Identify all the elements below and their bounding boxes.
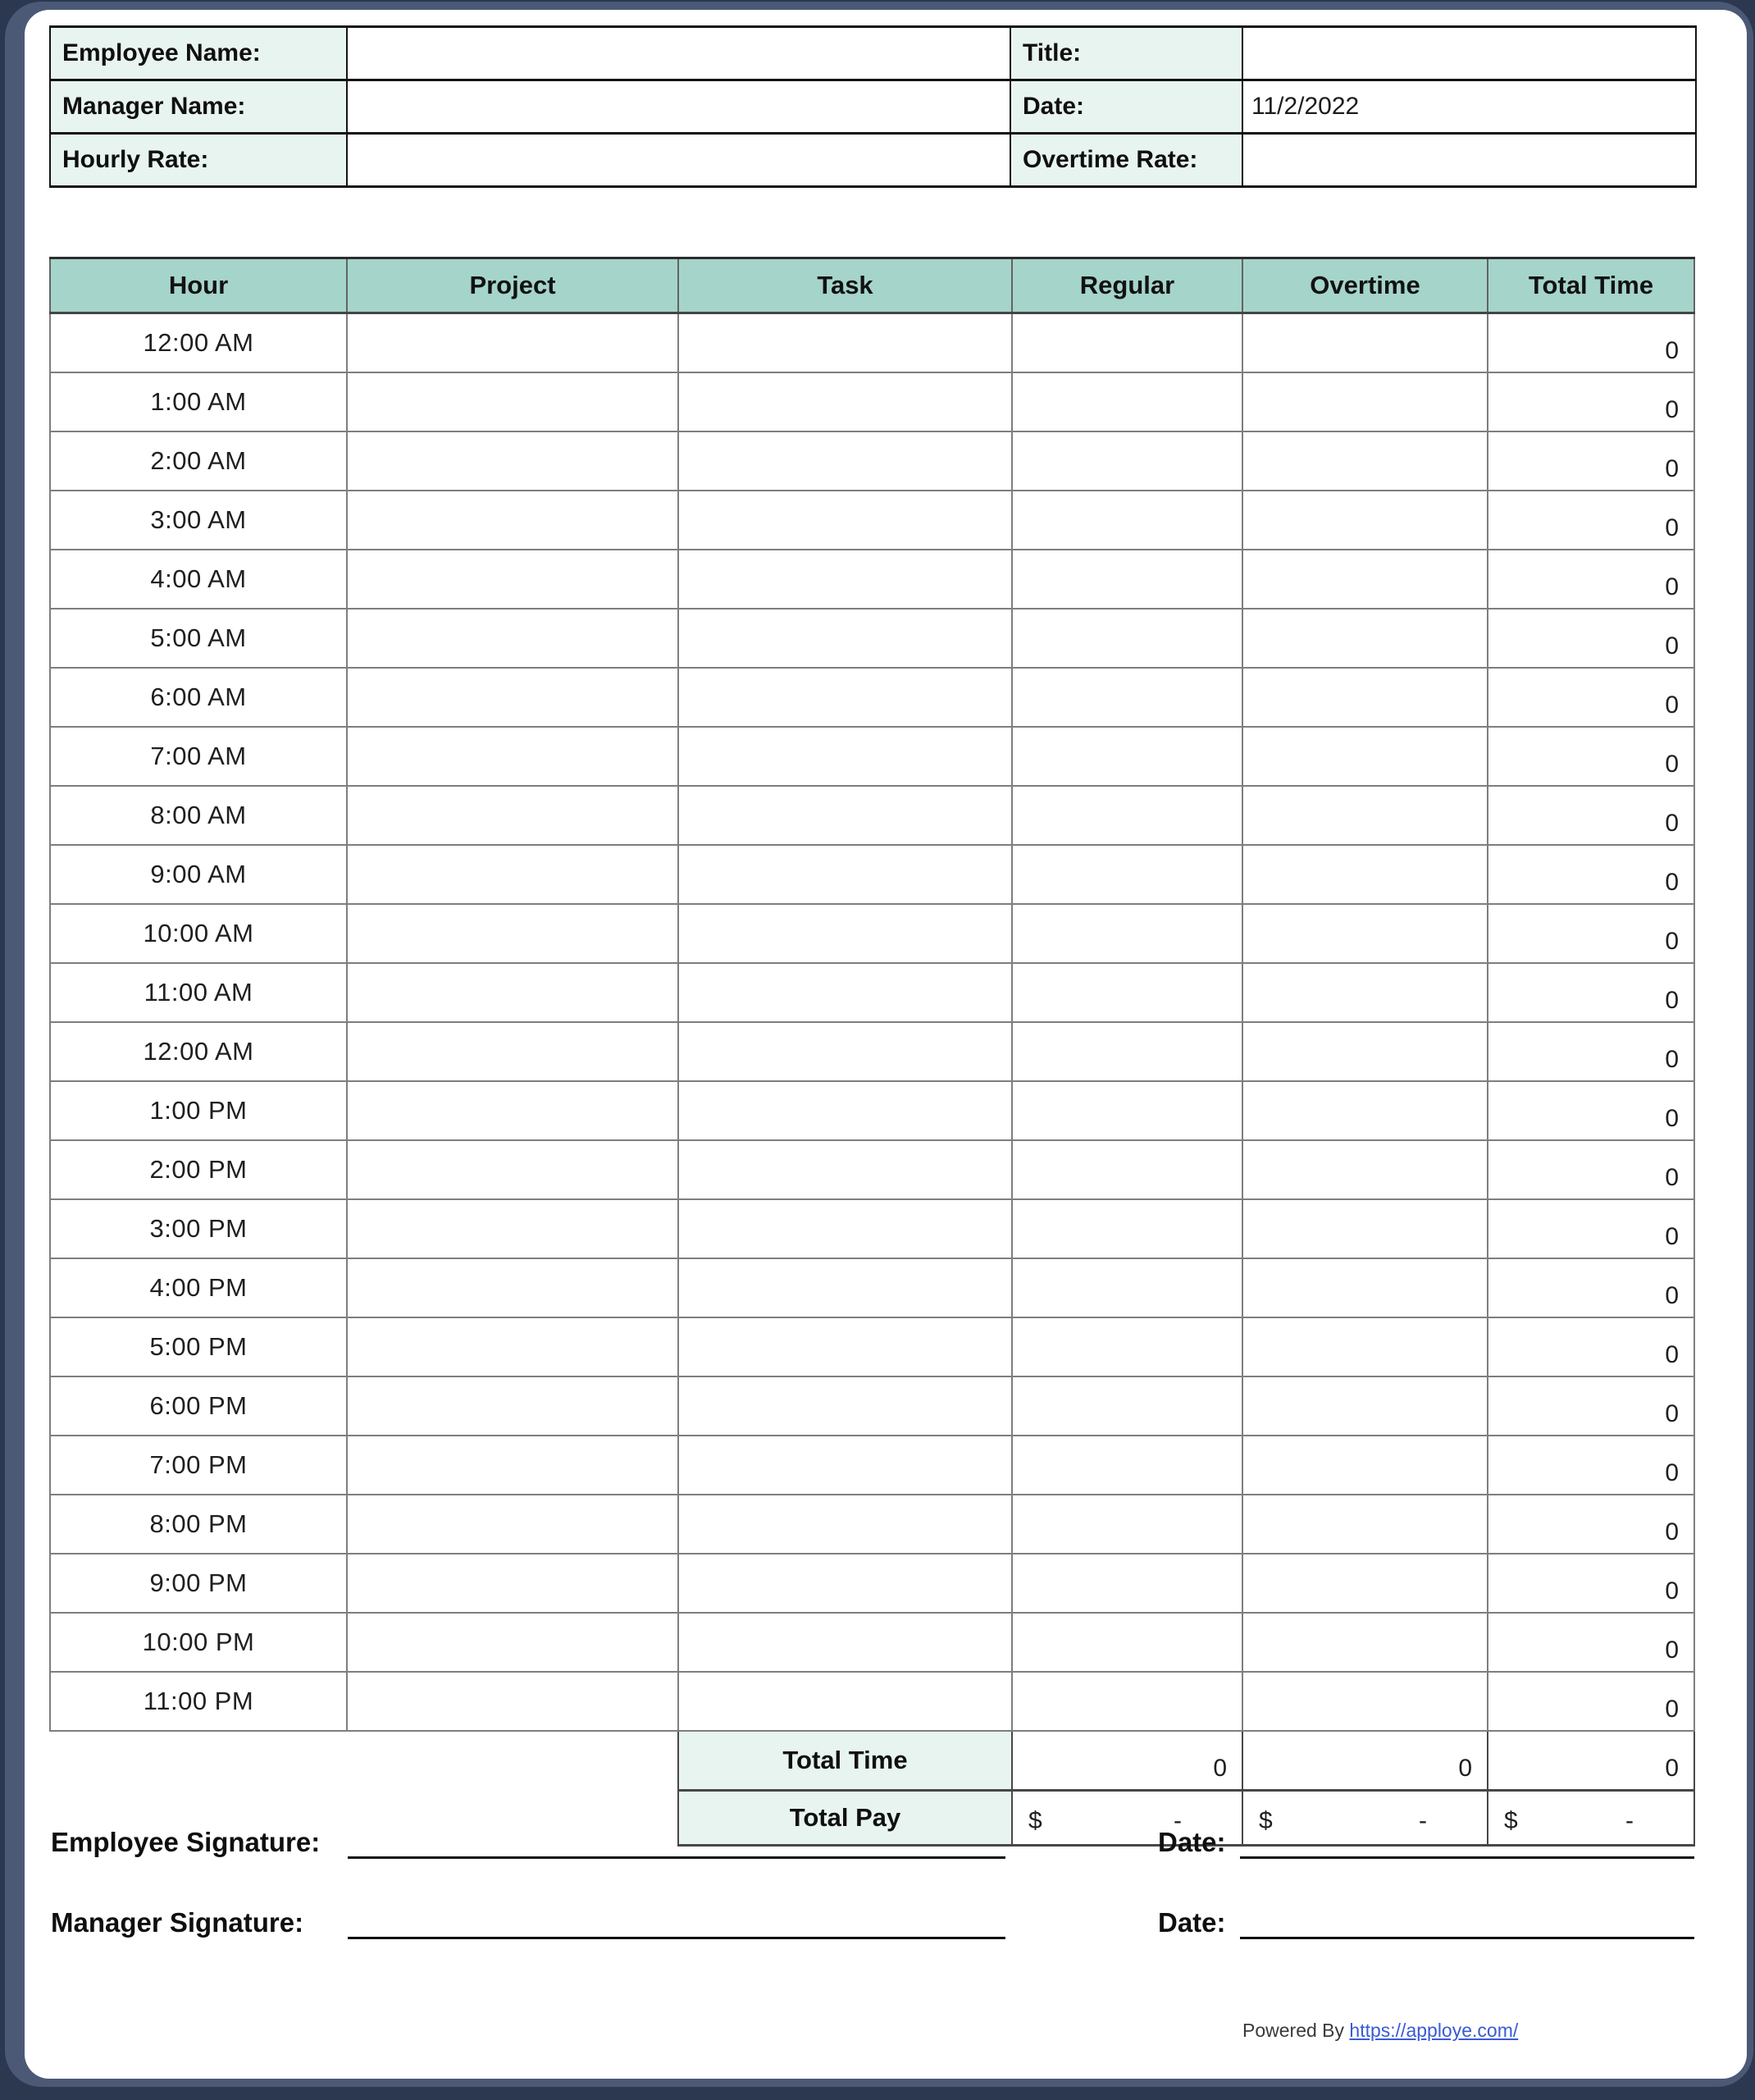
total-time-cell: 0 bbox=[1488, 727, 1694, 786]
employee-signature-label: Employee Signature: bbox=[51, 1827, 321, 1857]
total-time-row bbox=[50, 1731, 1694, 1791]
task-cell[interactable] bbox=[678, 845, 1012, 904]
regular-cell[interactable] bbox=[1012, 1081, 1242, 1140]
overtime-cell[interactable] bbox=[1242, 313, 1488, 373]
table-row bbox=[50, 550, 1694, 609]
total-time-cell: 0 bbox=[1488, 1199, 1694, 1258]
total-time-cell: 0 bbox=[1488, 845, 1694, 904]
task-cell[interactable] bbox=[678, 727, 1012, 786]
employee-date-label: Date: bbox=[1158, 1827, 1226, 1857]
date-field[interactable]: 11/2/2022 bbox=[1242, 80, 1696, 134]
project-cell[interactable] bbox=[347, 609, 678, 668]
overtime-cell[interactable] bbox=[1242, 1317, 1488, 1376]
regular-cell[interactable] bbox=[1012, 491, 1242, 550]
hour-cell: 2:00 PM bbox=[50, 1140, 347, 1199]
task-cell[interactable] bbox=[678, 491, 1012, 550]
task-cell[interactable] bbox=[678, 1258, 1012, 1317]
hour-column-header: Hour bbox=[50, 258, 347, 313]
overtime-cell[interactable] bbox=[1242, 1022, 1488, 1081]
total-pay-total bbox=[1488, 1791, 1694, 1846]
total-time-cell: 0 bbox=[1488, 963, 1694, 1022]
regular-cell[interactable] bbox=[1012, 1436, 1242, 1495]
table-row bbox=[50, 1199, 1694, 1258]
apploye-link[interactable]: https://apploye.com/ bbox=[1349, 2020, 1519, 2041]
hour-cell: 3:00 PM bbox=[50, 1199, 347, 1258]
manager-date-line[interactable] bbox=[1240, 1937, 1694, 1939]
total-time-cell: 0 bbox=[1488, 1436, 1694, 1495]
task-cell[interactable] bbox=[678, 1554, 1012, 1613]
date-label: Date: bbox=[1010, 80, 1242, 134]
regular-cell[interactable] bbox=[1012, 1495, 1242, 1554]
total-time-cell: 0 bbox=[1488, 1022, 1694, 1081]
hour-cell: 12:00 AM bbox=[50, 1022, 347, 1081]
table-row bbox=[50, 786, 1694, 845]
timesheet-table bbox=[49, 257, 1695, 1847]
hour-cell: 7:00 AM bbox=[50, 727, 347, 786]
hour-cell: 10:00 AM bbox=[50, 904, 347, 963]
regular-cell[interactable] bbox=[1012, 1554, 1242, 1613]
employee-date-line[interactable] bbox=[1240, 1856, 1694, 1859]
project-cell[interactable] bbox=[347, 1258, 678, 1317]
task-cell[interactable] bbox=[678, 1199, 1012, 1258]
table-row bbox=[50, 1376, 1694, 1436]
info-row bbox=[50, 134, 1696, 187]
regular-cell[interactable] bbox=[1012, 727, 1242, 786]
regular-cell[interactable] bbox=[1012, 1317, 1242, 1376]
total-time-cell: 0 bbox=[1488, 491, 1694, 550]
total-time-cell: 0 bbox=[1488, 1081, 1694, 1140]
overtime-column-header: Overtime bbox=[1242, 258, 1488, 313]
regular-cell[interactable] bbox=[1012, 1613, 1242, 1672]
hour-cell: 5:00 PM bbox=[50, 1317, 347, 1376]
task-cell[interactable] bbox=[678, 1376, 1012, 1436]
regular-cell[interactable] bbox=[1012, 963, 1242, 1022]
total-time-cell: 0 bbox=[1488, 550, 1694, 609]
info-panel bbox=[49, 25, 1697, 188]
overtime-cell[interactable] bbox=[1242, 1495, 1488, 1554]
total-spacer bbox=[50, 1731, 678, 1791]
task-cell[interactable] bbox=[678, 786, 1012, 845]
project-cell[interactable] bbox=[347, 1436, 678, 1495]
currency-symbol: $ bbox=[1028, 1807, 1042, 1834]
hour-cell: 9:00 PM bbox=[50, 1554, 347, 1613]
total-time-cell: 0 bbox=[1488, 372, 1694, 431]
hour-cell: 2:00 AM bbox=[50, 431, 347, 491]
regular-cell[interactable] bbox=[1012, 1672, 1242, 1731]
table-row bbox=[50, 1140, 1694, 1199]
task-cell[interactable] bbox=[678, 1672, 1012, 1731]
hour-cell: 11:00 AM bbox=[50, 963, 347, 1022]
table-row bbox=[50, 1258, 1694, 1317]
table-row bbox=[50, 1495, 1694, 1554]
title-label: Title: bbox=[1010, 27, 1242, 80]
regular-cell[interactable] bbox=[1012, 904, 1242, 963]
task-cell[interactable] bbox=[678, 1140, 1012, 1199]
employee-name-field[interactable] bbox=[347, 27, 1010, 80]
project-cell[interactable] bbox=[347, 1317, 678, 1376]
total-time-cell: 0 bbox=[1488, 1376, 1694, 1436]
hour-cell: 5:00 AM bbox=[50, 609, 347, 668]
regular-cell[interactable] bbox=[1012, 1376, 1242, 1436]
total-pay-label: Total Pay bbox=[678, 1791, 1012, 1846]
regular-cell[interactable] bbox=[1012, 313, 1242, 373]
hour-cell: 1:00 AM bbox=[50, 372, 347, 431]
table-row bbox=[50, 1081, 1694, 1140]
overtime-rate-field[interactable] bbox=[1242, 134, 1696, 187]
regular-cell[interactable] bbox=[1012, 550, 1242, 609]
powered-by-text: Powered By bbox=[1242, 2020, 1345, 2041]
hourly-rate-label: Hourly Rate: bbox=[50, 134, 347, 187]
table-row bbox=[50, 313, 1694, 373]
overtime-cell[interactable] bbox=[1242, 845, 1488, 904]
total-pay-overtime bbox=[1242, 1791, 1488, 1846]
table-row bbox=[50, 963, 1694, 1022]
total-time-cell: 0 bbox=[1488, 1554, 1694, 1613]
overtime-cell[interactable] bbox=[1242, 491, 1488, 550]
table-row bbox=[50, 609, 1694, 668]
total-time-cell: 0 bbox=[1488, 1672, 1694, 1731]
project-cell[interactable] bbox=[347, 845, 678, 904]
project-cell[interactable] bbox=[347, 963, 678, 1022]
employee-signature-line[interactable] bbox=[348, 1856, 1005, 1859]
task-cell[interactable] bbox=[678, 1436, 1012, 1495]
task-cell[interactable] bbox=[678, 1613, 1012, 1672]
overtime-cell[interactable] bbox=[1242, 609, 1488, 668]
manager-date-label: Date: bbox=[1158, 1907, 1226, 1938]
hour-cell: 9:00 AM bbox=[50, 845, 347, 904]
total-time-cell: 0 bbox=[1488, 609, 1694, 668]
info-row bbox=[50, 27, 1696, 80]
total-time-cell: 0 bbox=[1488, 313, 1694, 373]
overtime-cell[interactable] bbox=[1242, 1613, 1488, 1672]
table-row bbox=[50, 727, 1694, 786]
overtime-cell[interactable] bbox=[1242, 1140, 1488, 1199]
hour-cell: 12:00 AM bbox=[50, 313, 347, 373]
regular-cell[interactable] bbox=[1012, 609, 1242, 668]
project-cell[interactable] bbox=[347, 1199, 678, 1258]
table-row bbox=[50, 668, 1694, 727]
employee-name-label: Employee Name: bbox=[50, 27, 347, 80]
hour-cell: 6:00 AM bbox=[50, 668, 347, 727]
project-cell[interactable] bbox=[347, 431, 678, 491]
pay-dash: - bbox=[1419, 1807, 1427, 1834]
footer bbox=[1242, 2020, 1518, 2042]
project-cell[interactable] bbox=[347, 1554, 678, 1613]
regular-cell[interactable] bbox=[1012, 372, 1242, 431]
total-time-cell: 0 bbox=[1488, 668, 1694, 727]
table-row bbox=[50, 1554, 1694, 1613]
regular-cell[interactable] bbox=[1012, 668, 1242, 727]
table-row bbox=[50, 845, 1694, 904]
total-time-cell: 0 bbox=[1488, 1613, 1694, 1672]
task-cell[interactable] bbox=[678, 904, 1012, 963]
table-row bbox=[50, 431, 1694, 491]
hour-cell: 7:00 PM bbox=[50, 1436, 347, 1495]
regular-cell[interactable] bbox=[1012, 1140, 1242, 1199]
project-cell[interactable] bbox=[347, 372, 678, 431]
hour-cell: 1:00 PM bbox=[50, 1081, 347, 1140]
hour-cell: 4:00 PM bbox=[50, 1258, 347, 1317]
project-cell[interactable] bbox=[347, 1672, 678, 1731]
regular-cell[interactable] bbox=[1012, 786, 1242, 845]
table-row bbox=[50, 904, 1694, 963]
task-cell[interactable] bbox=[678, 668, 1012, 727]
manager-signature-label: Manager Signature: bbox=[51, 1907, 304, 1938]
task-column-header: Task bbox=[678, 258, 1012, 313]
project-cell[interactable] bbox=[347, 313, 678, 373]
project-cell[interactable] bbox=[347, 1613, 678, 1672]
project-cell[interactable] bbox=[347, 1376, 678, 1436]
hour-cell: 4:00 AM bbox=[50, 550, 347, 609]
currency-symbol: $ bbox=[1504, 1807, 1518, 1834]
project-cell[interactable] bbox=[347, 668, 678, 727]
total-overtime-value: 0 bbox=[1242, 1731, 1488, 1791]
overtime-cell[interactable] bbox=[1242, 1258, 1488, 1317]
pay-dash: - bbox=[1174, 1807, 1182, 1834]
info-row bbox=[50, 80, 1696, 134]
overtime-cell[interactable] bbox=[1242, 1199, 1488, 1258]
task-cell[interactable] bbox=[678, 313, 1012, 373]
manager-name-label: Manager Name: bbox=[50, 80, 347, 134]
project-cell[interactable] bbox=[347, 904, 678, 963]
overtime-cell[interactable] bbox=[1242, 1436, 1488, 1495]
total-time-cell: 0 bbox=[1488, 1495, 1694, 1554]
regular-cell[interactable] bbox=[1012, 1022, 1242, 1081]
task-cell[interactable] bbox=[678, 372, 1012, 431]
project-column-header: Project bbox=[347, 258, 678, 313]
task-cell[interactable] bbox=[678, 963, 1012, 1022]
total-total-value: 0 bbox=[1488, 1731, 1694, 1791]
task-cell[interactable] bbox=[678, 1081, 1012, 1140]
document-page bbox=[25, 10, 1747, 2079]
total-time-cell: 0 bbox=[1488, 904, 1694, 963]
overtime-cell[interactable] bbox=[1242, 786, 1488, 845]
hour-cell: 10:00 PM bbox=[50, 1613, 347, 1672]
manager-name-field[interactable] bbox=[347, 80, 1010, 134]
project-cell[interactable] bbox=[347, 1022, 678, 1081]
overtime-cell[interactable] bbox=[1242, 904, 1488, 963]
task-cell[interactable] bbox=[678, 550, 1012, 609]
hour-cell: 3:00 AM bbox=[50, 491, 347, 550]
regular-cell[interactable] bbox=[1012, 1258, 1242, 1317]
overtime-cell[interactable] bbox=[1242, 727, 1488, 786]
project-cell[interactable] bbox=[347, 727, 678, 786]
total-time-cell: 0 bbox=[1488, 1258, 1694, 1317]
total-time-cell: 0 bbox=[1488, 1317, 1694, 1376]
total-time-column-header: Total Time bbox=[1488, 258, 1694, 313]
table-row bbox=[50, 1613, 1694, 1672]
total-time-cell: 0 bbox=[1488, 786, 1694, 845]
regular-cell[interactable] bbox=[1012, 431, 1242, 491]
task-cell[interactable] bbox=[678, 431, 1012, 491]
regular-cell[interactable] bbox=[1012, 1199, 1242, 1258]
title-field[interactable] bbox=[1242, 27, 1696, 80]
table-row bbox=[50, 1022, 1694, 1081]
overtime-cell[interactable] bbox=[1242, 1376, 1488, 1436]
overtime-cell[interactable] bbox=[1242, 550, 1488, 609]
hour-cell: 8:00 PM bbox=[50, 1495, 347, 1554]
hourly-rate-field[interactable] bbox=[347, 134, 1010, 187]
pay-dash: - bbox=[1625, 1807, 1634, 1834]
overtime-cell[interactable] bbox=[1242, 668, 1488, 727]
overtime-cell[interactable] bbox=[1242, 431, 1488, 491]
project-cell[interactable] bbox=[347, 786, 678, 845]
task-cell[interactable] bbox=[678, 1495, 1012, 1554]
table-row bbox=[50, 1317, 1694, 1376]
task-cell[interactable] bbox=[678, 1317, 1012, 1376]
table-row bbox=[50, 1672, 1694, 1731]
hour-cell: 6:00 PM bbox=[50, 1376, 347, 1436]
project-cell[interactable] bbox=[347, 1140, 678, 1199]
table-row bbox=[50, 491, 1694, 550]
table-row bbox=[50, 1436, 1694, 1495]
total-time-cell: 0 bbox=[1488, 1140, 1694, 1199]
project-cell[interactable] bbox=[347, 1081, 678, 1140]
task-cell[interactable] bbox=[678, 609, 1012, 668]
overtime-cell[interactable] bbox=[1242, 1081, 1488, 1140]
regular-column-header: Regular bbox=[1012, 258, 1242, 313]
currency-symbol: $ bbox=[1259, 1807, 1273, 1834]
overtime-cell[interactable] bbox=[1242, 372, 1488, 431]
overtime-rate-label: Overtime Rate: bbox=[1010, 134, 1242, 187]
hour-cell: 11:00 PM bbox=[50, 1672, 347, 1731]
overtime-cell[interactable] bbox=[1242, 1672, 1488, 1731]
project-cell[interactable] bbox=[347, 550, 678, 609]
overtime-cell[interactable] bbox=[1242, 1554, 1488, 1613]
header-row bbox=[50, 258, 1694, 313]
manager-signature-line[interactable] bbox=[348, 1937, 1005, 1939]
hour-cell: 8:00 AM bbox=[50, 786, 347, 845]
total-time-cell: 0 bbox=[1488, 431, 1694, 491]
total-time-label: Total Time bbox=[678, 1731, 1012, 1791]
regular-cell[interactable] bbox=[1012, 845, 1242, 904]
table-row bbox=[50, 372, 1694, 431]
project-cell[interactable] bbox=[347, 491, 678, 550]
project-cell[interactable] bbox=[347, 1495, 678, 1554]
total-regular-value: 0 bbox=[1012, 1731, 1242, 1791]
task-cell[interactable] bbox=[678, 1022, 1012, 1081]
overtime-cell[interactable] bbox=[1242, 963, 1488, 1022]
